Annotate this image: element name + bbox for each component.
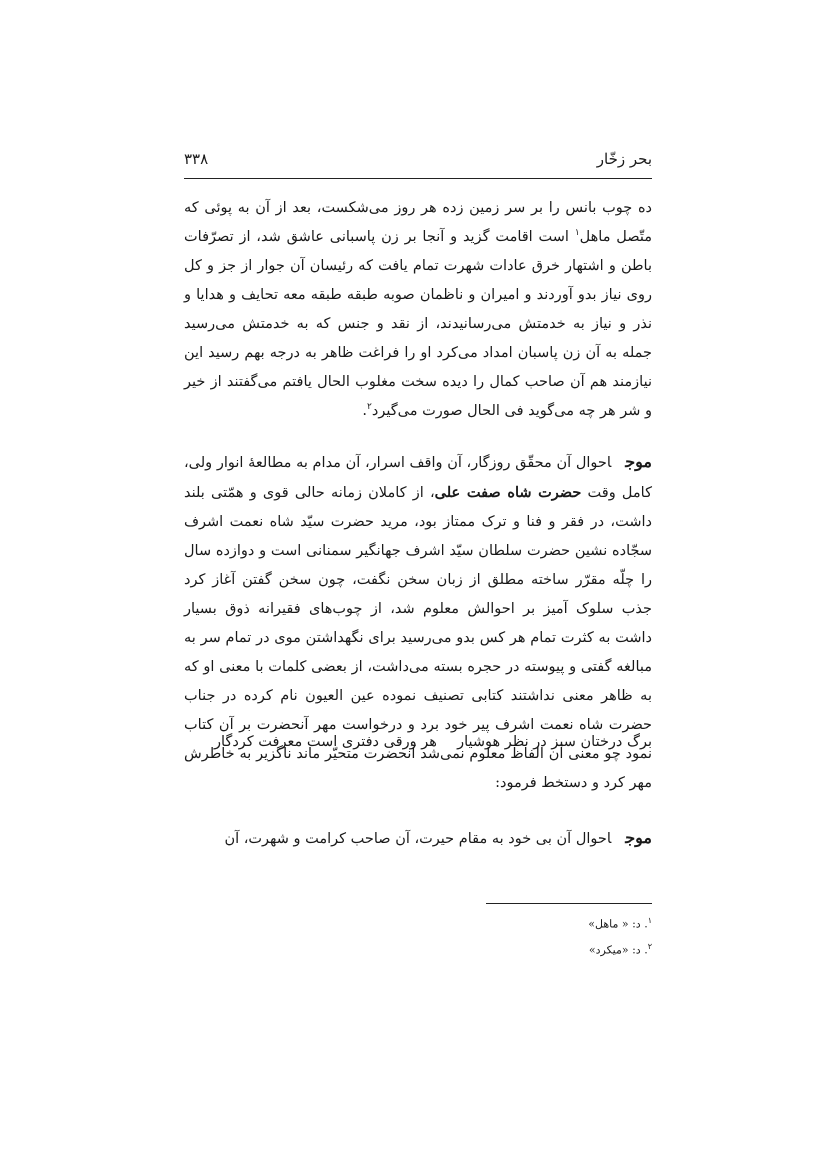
bold-name: حضرت شاه صفت علی [434, 484, 582, 501]
paragraph-1-part-1: ده چوب بانس را بر سر زمین زده هر روز می‌شکست، بعد از آن به پوئی که متّصل ماهل [184, 200, 653, 245]
footnotes [184, 910, 652, 961]
page-header [184, 150, 652, 176]
paragraph-2-part-1: احوال آن محقّق روزگار، آن واقف اسرار، آن مدام به مطالعۀ انوار ولی، کامل وقت [184, 455, 652, 501]
paragraph-3 [184, 823, 652, 854]
footnote-rule [486, 903, 652, 904]
paragraph-3-text [184, 823, 652, 854]
running-title: بحر زخّار [596, 150, 652, 168]
verse-couplet [184, 734, 652, 764]
header-rule [184, 178, 652, 179]
paragraph-1-part-2: است اقامت گزید و آنجا بر زن پاسبانی عاشق شد، از تصرّفات باطن و اشتهار خرق عادات شهرت تمام یافت که رئیسان آن جوار از جز و کل روی نیاز بدو آوردند و امیران و ناظمان صوبه طبقه طبقه معه تحایف و هدایا و نذر و نیاز به خدمتش می‌رسانیدند، از نقد و جنس که به خدمتش می‌رسید جمله به آن زن پاسبان امداد می‌کرد او را فراغت ظاهر به درجه بهم رسید این نیازمند هم آن صاحب کمال را دیده سخت مغلوب الحال یافتم می‌گفتند از خیر و شر هر چه می‌گوید فی الحال صورت می‌گیرد [184, 229, 652, 419]
paragraph-2-part-2: ، از کاملان زمانه حالی قوی و همّتی بلند داشت، در فقر و فنا و ترک ممتاز بود، مرید حضرت سیّد شاه نعمت اشرف سجّاده نشین حضرت سلطان سیّد اشرف جهانگیر سمنانی است و دوازده سال را چلّه مقرّر ساخته مطلق از زبان سخن نگفت، چون سخن گفتن آغاز کرد جذب سلوک آمیز بر احوالش معلوم شد، از چوب‌های فقیرانه ذوق بسیار داشت به کثرت تمام هر کس بدو می‌رسید برای نگهداشتن موی در تمام سر به مبالغه گفتی و پیوسته در حجره بسته می‌داشت، از بعضی کلمات با معنی او که به ظاهر معنی نداشتند کتابی تصنیف نموده عین العیون نام کرده در جناب حضرت شاه نعمت اشرف پیر خود برد و درخواست مهر آنحضرت بر آن کتاب نمود چو معنی آن الفاظ معلوم نمی‌شد آنحضرت متحیّر ماند ناگزیر به خاطرش مهر کرد و دستخط فرمود: [184, 485, 652, 791]
verse-hemistich-1: برگ درختان سبز در نظر هوشیار [457, 734, 652, 750]
section-keyword: موج [625, 452, 652, 471]
paragraph-3-part-1: احوال آن بی خود به مقام حیرت، آن صاحب کرامت و شهرت، آن [224, 831, 612, 847]
footnote-2 [184, 936, 652, 962]
footnote-ref-2[interactable]: ۲ [367, 402, 372, 413]
paragraph-1-part-3: . [362, 403, 368, 419]
footnote-ref-1[interactable]: ۱ [574, 228, 580, 239]
paragraph-1-text [184, 194, 652, 426]
section-keyword-2: موج [625, 828, 652, 847]
page-number: ۳۳۸ [184, 150, 209, 168]
footnote-1-text: . د: « ماهل» [588, 917, 648, 931]
verse-hemistich-2: هر ورقی دفتری است معرفت کردگار [214, 734, 437, 750]
footnote-1 [184, 910, 652, 936]
paragraph-1 [184, 194, 652, 426]
footnote-2-number: ۲ [647, 941, 652, 951]
footnote-2-text: . د: «میکرد» [588, 943, 648, 957]
footnote-1-number: ۱ [647, 916, 652, 925]
